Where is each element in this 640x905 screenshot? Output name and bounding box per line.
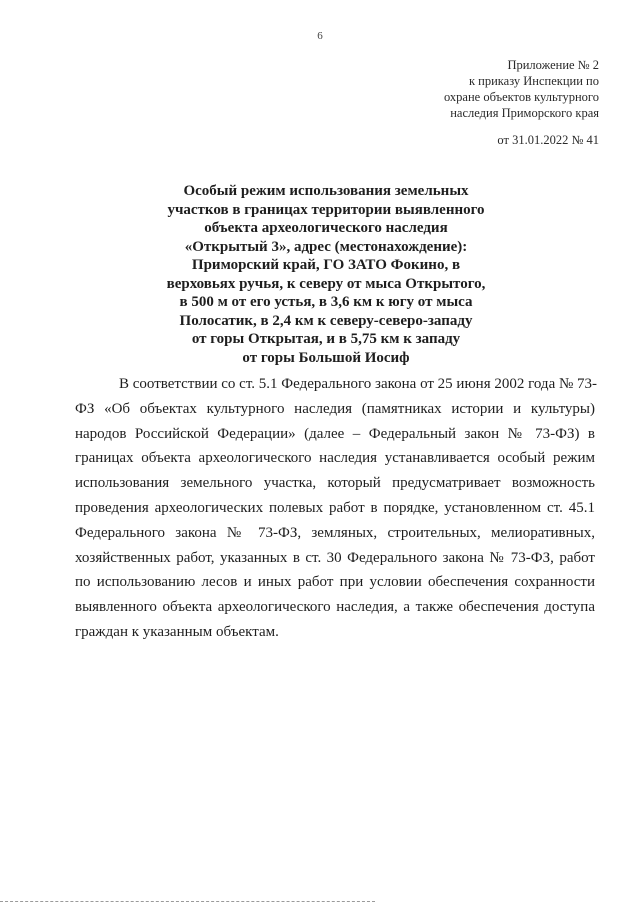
- page-number: 6: [317, 30, 323, 42]
- body-line: границах объекта археологического наследия устанавливается особый режим: [75, 450, 595, 467]
- appendix-line: к приказу Инспекции по: [468, 74, 599, 88]
- body-line: проведения археологических полевых работ в порядке, установленном ст. 45.1: [75, 499, 595, 516]
- body-line: граждан к указанным объектам.: [75, 623, 279, 640]
- body-line: выявленного объекта археологического наследия, а также обеспечения доступа: [75, 599, 595, 616]
- appendix-line: Приложение № 2: [507, 58, 599, 72]
- title-line: «Открытый 3», адрес (местонахождение):: [184, 238, 468, 255]
- title-line: объекта археологического наследия: [204, 220, 448, 236]
- title-line: от горы Открытая, и в 5,75 км к западу: [191, 331, 461, 347]
- appendix-line: охране объектов культурного: [443, 90, 599, 104]
- document-title: [110, 182, 542, 367]
- appendix-block: [339, 57, 599, 121]
- order-date: от 31.01.2022 № 41: [497, 133, 599, 147]
- scan-edge-divider: [0, 901, 375, 902]
- body-line: по использованию лесов и иных работ при условии обеспечения сохранности: [75, 574, 595, 591]
- body-line: ФЗ «Об объектах культурного наследия (памятниках истории и культуры): [75, 400, 595, 417]
- title-line: Приморский край, ГО ЗАТО Фокино, в: [191, 257, 461, 273]
- title-line: в 500 м от его устья, в 3,6 км к югу от мыса: [179, 294, 473, 310]
- title-line: участков в границах территории выявленного: [167, 201, 485, 218]
- body-line: использования земельного участка, который предусматривает возможность: [75, 475, 595, 492]
- body-paragraph: [75, 372, 598, 645]
- title-line: верховьях ручья, к северу от мыса Открытого,: [166, 275, 486, 292]
- appendix-line: наследия Приморского края: [450, 106, 599, 120]
- body-line: Федерального закона № 73-ФЗ, земляных, строительных, мелиоративных,: [75, 524, 595, 541]
- body-line: народов Российской Федерации» (далее – Федеральный закон № 73-ФЗ) в: [75, 425, 595, 442]
- body-line: хозяйственных работ, указанных в ст. 30 Федерального закона № 73-ФЗ, работ: [75, 549, 595, 566]
- title-line: Особый режим использования земельных: [183, 183, 469, 199]
- title-line: от горы Большой Иосиф: [242, 349, 410, 366]
- title-line: Полосатик, в 2,4 км к северу-северо-западу: [179, 312, 473, 329]
- body-line: В соответствии со ст. 5.1 Федерального закона от 25 июня 2002 года № 73-: [119, 376, 598, 392]
